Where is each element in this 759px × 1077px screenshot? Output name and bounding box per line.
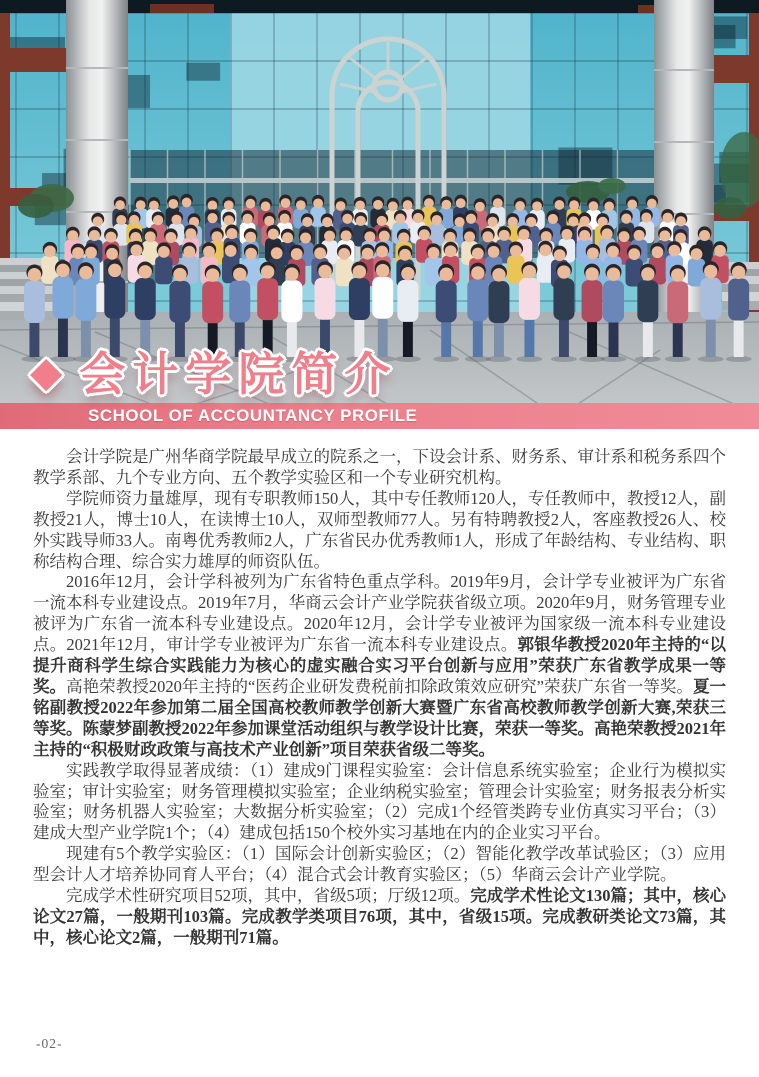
page-number: -02- xyxy=(36,1036,63,1051)
banner-title-text: 会计学院简介 xyxy=(79,347,398,401)
paragraph: 完成学术性研究项目52项，其中，省级5项；厅级12项。完成学术性论文130篇；其中，核心论文27篇，一般期刊103篇。完成教学类项目76项，其中，省级15项。完成教研类论文73篇，其中，核心论文2篇，一般期刊71篇。 xyxy=(33,886,726,947)
paragraph: 会计学院是广州华商学院最早成立的院系之一，下设会计系、财务系、审计系和税务系四个教学系部、九个专业方向、五个教学实验区和一个专业研究机构。 xyxy=(33,447,726,487)
banner-diamond-icon: ◆ xyxy=(30,347,70,396)
body-text xyxy=(33,447,726,949)
paragraph: 实践教学取得显著成绩：（1）建成9门课程实验室：会计信息系统实验室；企业行为模拟实验室；审计实验室；财务管理模拟实验室；企业纳税实验室；管理会计实验室；财务报表分析实验室；财务机器人实验室；大数据分析实验室；（2）完成1个经管类跨专业仿真实习平台；（3）建成大型产业学院1个；（4）建成包括150个校外实习基地在内的企业实习平台。 xyxy=(33,760,726,843)
paragraph: 2016年12月，会计学科被列为广东省特色重点学科。2019年9月，会计学专业被评为广东省一流本科专业建设点。2019年7月，华商云会计产业学院获省级立项。2020年9月，财务管理专业被评为广东省一流本科专业建设点。2020年12月，会计学专业被评为国家级一流本科专业建设点。2021年12月，审计学专业被评为广东省一流本科专业建设点。郭银华教授2020年主持的“以提升商科学生综合实践能力为核心的虚实融合实习平台创新与应用”荣获广东省教学成果一等奖。高艳荣教授2020年主持的“医药企业研发费税前扣除政策效应研究”荣获广东省一等奖。夏一铭副教授2022年参加第二届全国高校教师教学创新大赛暨广东省高校教师教学创新大赛,荣获三等奖。陈蒙梦副教授2022年参加课堂活动组织与教学设计比赛，荣获一等奖。高艳荣教授2021年主持的“积极财政政策与高技术产业创新”项目荣获省级二等奖。 xyxy=(33,572,727,759)
banner-subtitle: SCHOOL OF ACCOUNTANCY PROFILE xyxy=(88,406,418,425)
paragraph: 学院师资力量雄厚，现有专职教师150人，其中专任教师120人，专任教师中，教授12人，副教授21人，博士10人，在读博士10人，双师型教师77人。另有特聘教授2人，客座教授26人、校外实践导师33人。南粤优秀教师2人，广东省民办优秀教师1人，形成了年龄结构、专业结构、职称结构合理、综合实力雄厚的师资队伍。 xyxy=(33,488,726,571)
banner-subtitle-band xyxy=(0,403,759,429)
paragraph: 现建有5个教学实验区：（1）国际会计创新实验区；（2）智能化教学改革试验区；（3）应用型会计人才培养协同育人平台；（4）混合式会计教育实验区；（5）华商云会计产业学院。 xyxy=(33,844,726,885)
section-banner xyxy=(30,338,397,404)
